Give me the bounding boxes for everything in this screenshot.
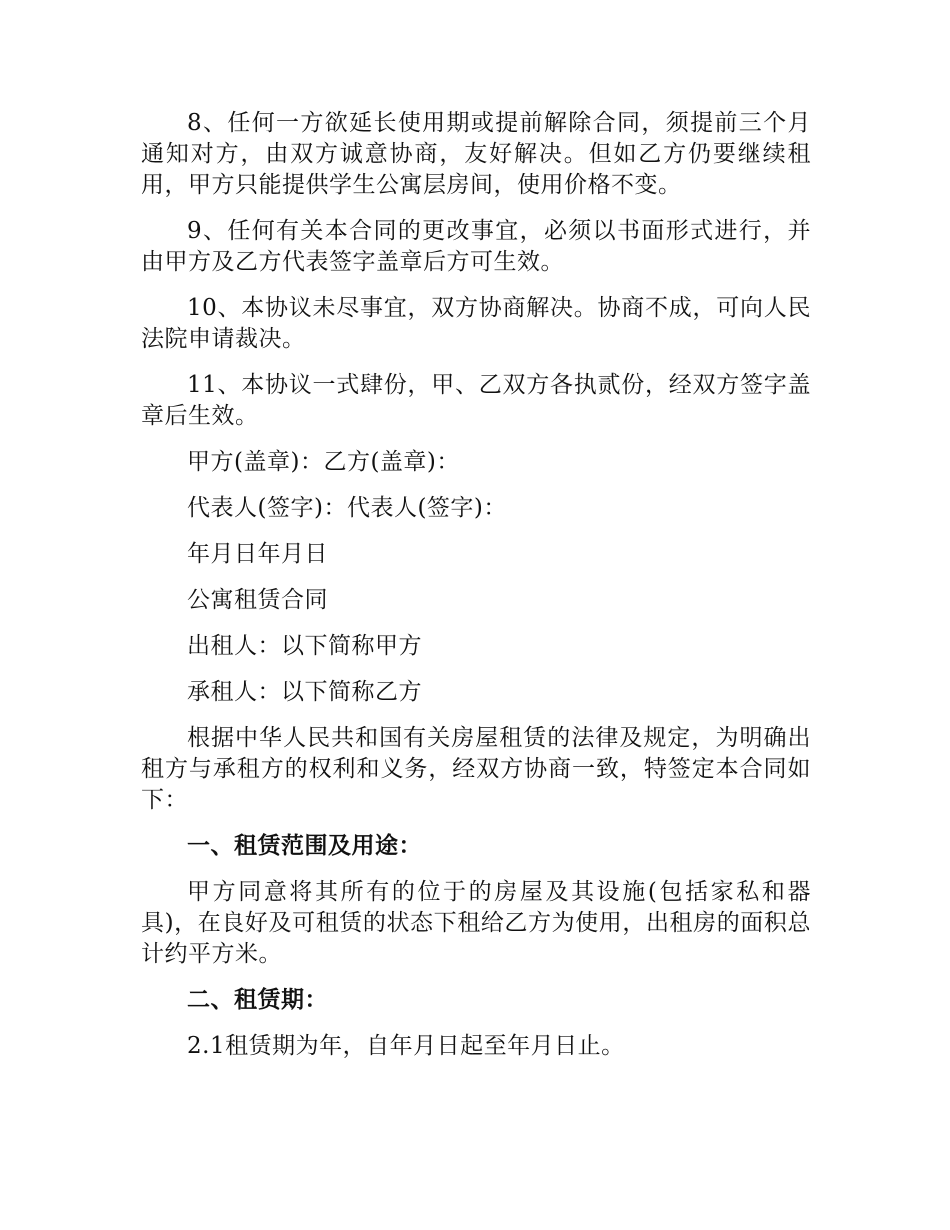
clause-11: 11、本协议一式肆份，甲、乙双方各执贰份，经双方签字盖章后生效。 [141, 372, 811, 429]
section-heading-1: 一、租赁范围及用途： [187, 833, 422, 859]
lessee-line: 承租人：以下简称乙方 [187, 679, 422, 705]
clause-8: 8、任何一方欲延长使用期或提前解除合同，须提前三个月通知对方，由双方诚意协商，友好解决。但如乙方仍要继续租用，甲方只能提供学生公寓层房间，使用价格不变。 [141, 110, 811, 198]
clause-10: 10、本协议未尽事宜，双方协商解决。协商不成，可向人民法院申请裁决。 [141, 295, 811, 352]
date-line: 年月日年月日 [187, 541, 328, 567]
section-heading-2: 二、租赁期： [187, 987, 328, 1013]
seal-line: 甲方(盖章)：乙方(盖章)： [187, 449, 460, 475]
clause-2-1: 2.1租赁期为年，自年月日起至年月日止。 [187, 1033, 625, 1059]
lessor-line: 出租人：以下简称甲方 [187, 633, 422, 659]
signature-line: 代表人(签字)：代表人(签字)： [187, 495, 507, 521]
clause-9: 9、任何有关本合同的更改事宜，必须以书面形式进行，并由甲方及乙方代表签字盖章后方可生效。 [141, 218, 811, 275]
section-1-body: 甲方同意将其所有的位于的房屋及其设施(包括家私和器具)，在良好及可租赁的状态下租给乙方为使用，出租房的面积总计约平方米。 [141, 879, 811, 967]
contract-title: 公寓租赁合同 [187, 587, 328, 613]
document-body [141, 108, 811, 1077]
preamble: 根据中华人民共和国有关房屋租赁的法律及规定，为明确出租方与承租方的权利和义务，经双方协商一致，特签定本合同如下： [141, 725, 811, 813]
